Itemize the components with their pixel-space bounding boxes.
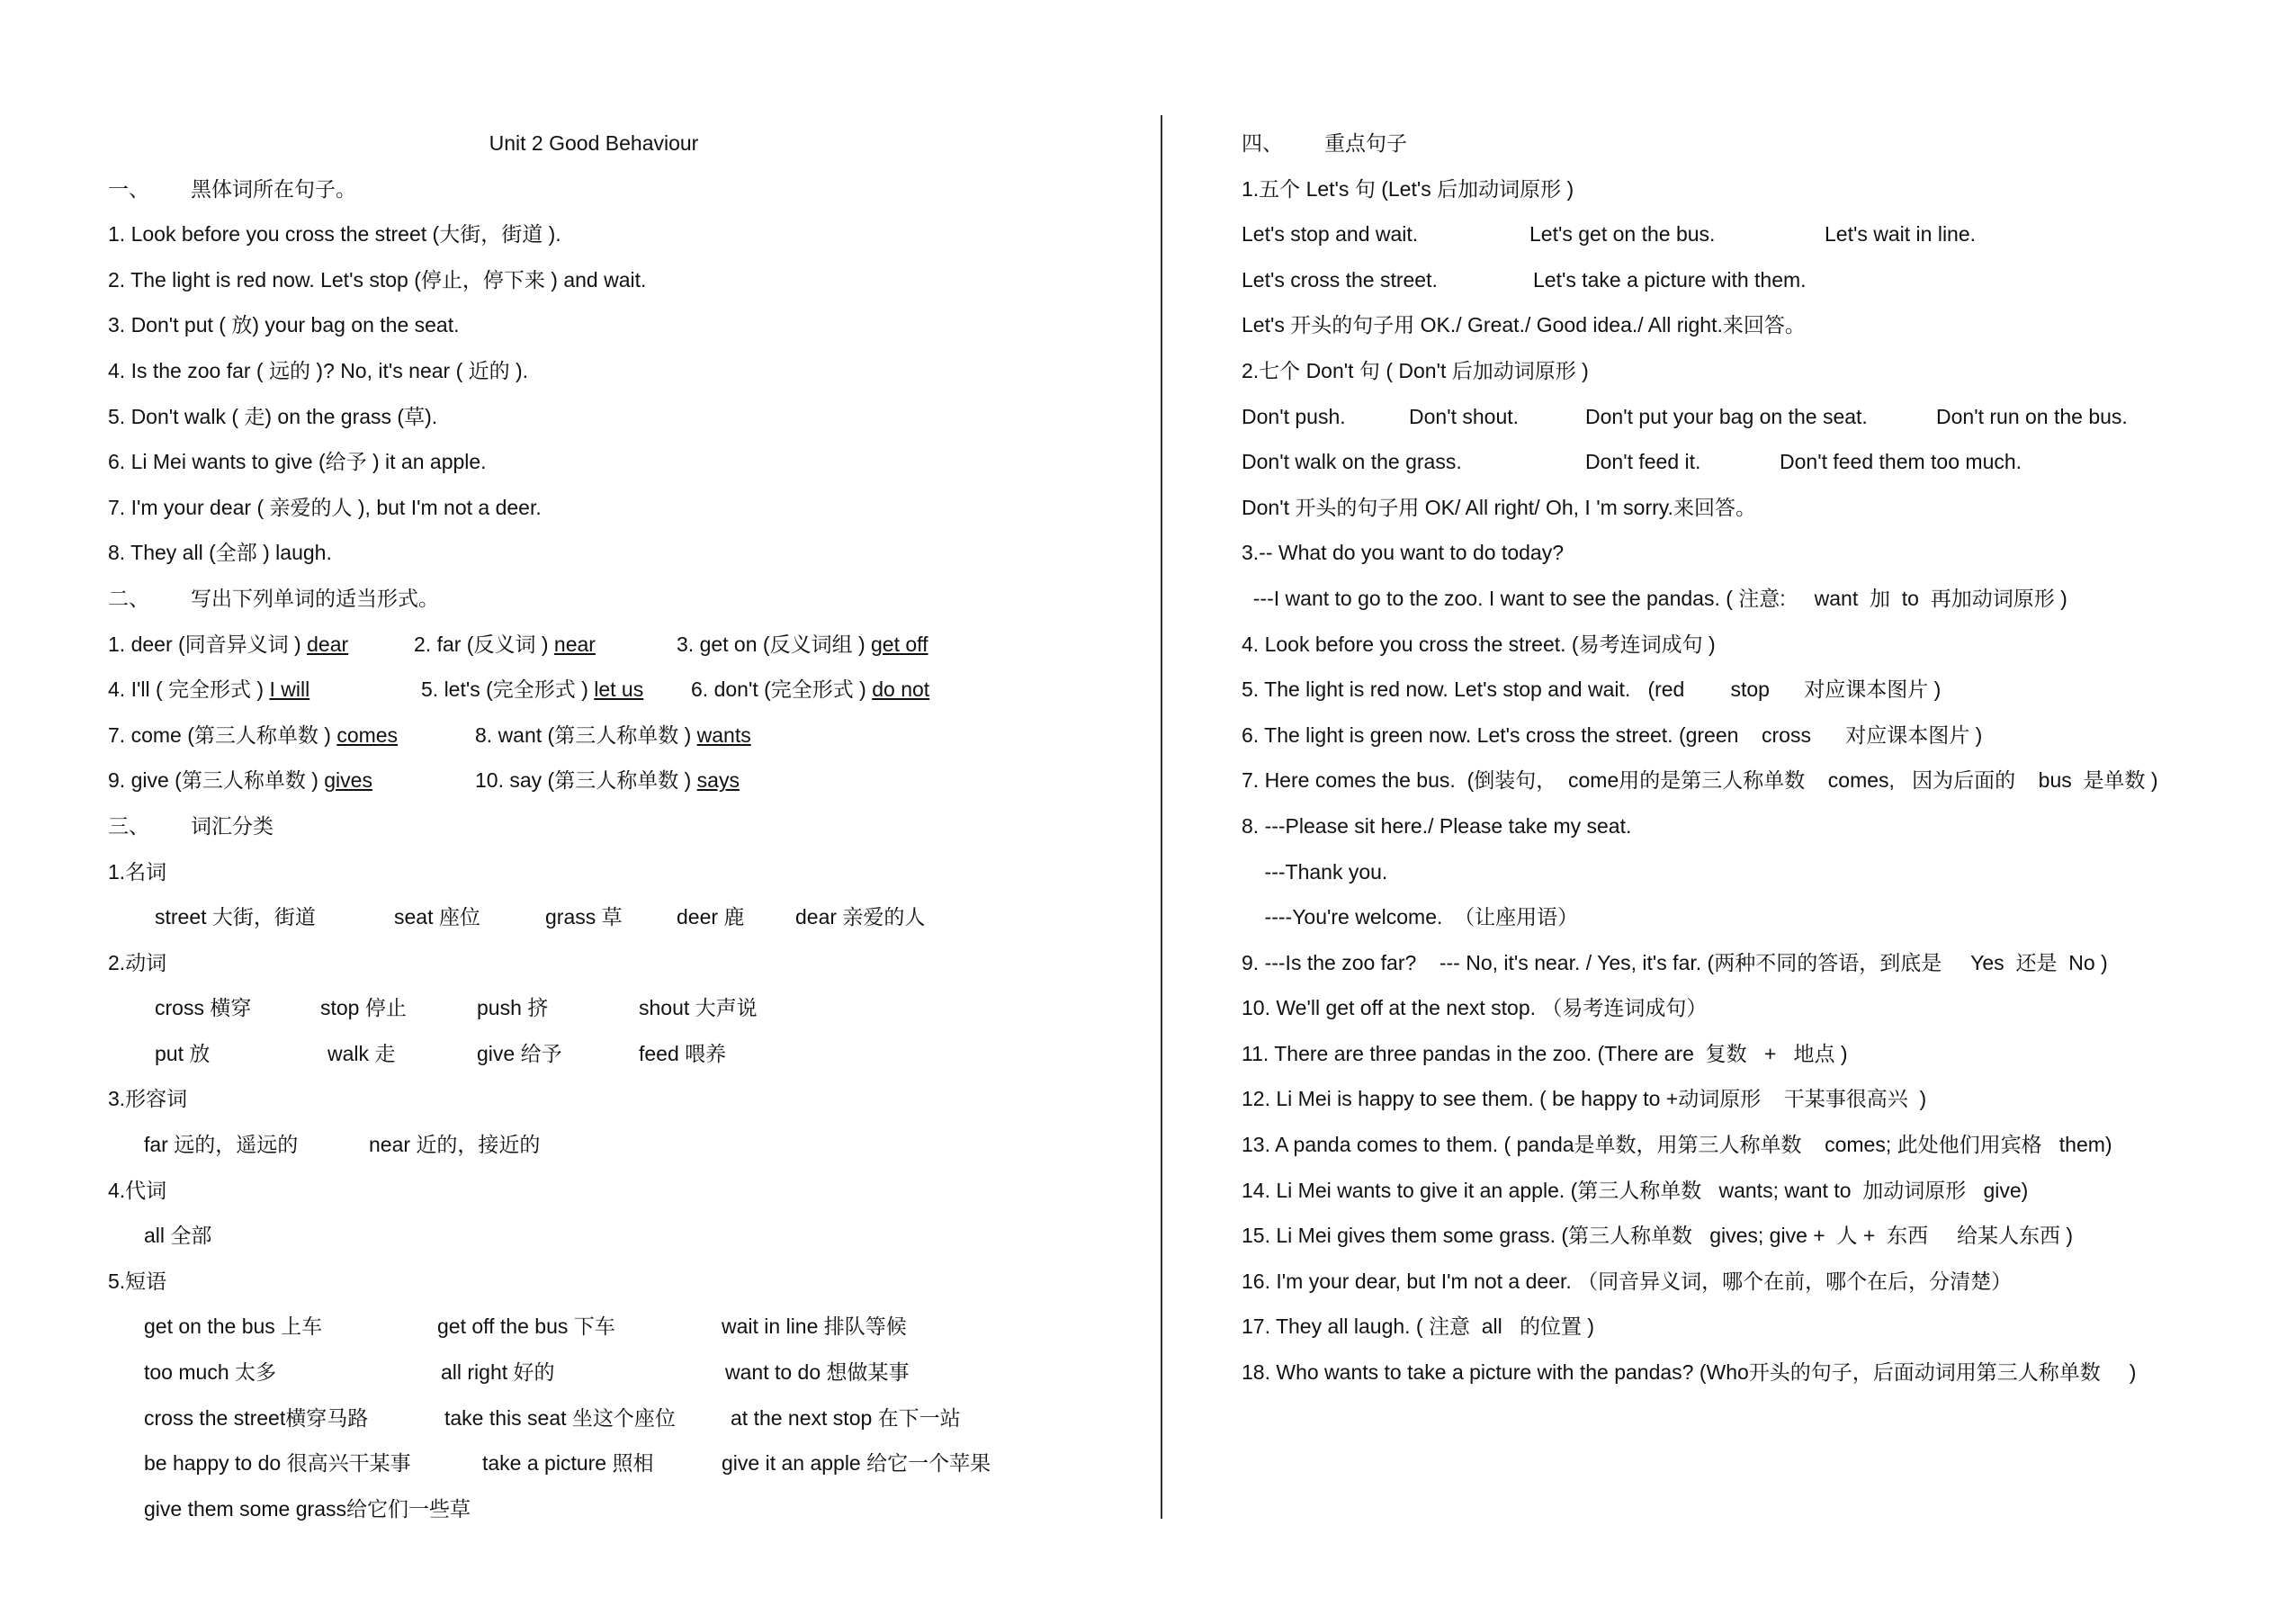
key-sentence: 7. Here comes the bus. (倒装句， come用的是第三人称单数 comes, 因为后面的 bus 是单数 ) [1242, 768, 2158, 793]
phrase-item: cross the street横穿马路 [144, 1405, 369, 1430]
word-form-item [108, 758, 475, 803]
vocab-item: stop 停止 [320, 996, 407, 1020]
verb-heading: 2.动词 [108, 950, 167, 974]
word-form-question: 7. come (第三人称单数 ) [108, 722, 331, 747]
phrase-item: get on the bus 上车 [144, 1314, 323, 1339]
word-form-item [677, 622, 928, 668]
key-sentence: ---Thank you. [1242, 859, 1388, 884]
word-form-answer: comes [336, 722, 399, 747]
word-form-question: 6. don't (完全形式 ) [691, 677, 866, 702]
word-form-item [421, 667, 691, 713]
word-form-answer: near [553, 632, 596, 656]
adjective-row [108, 1122, 1134, 1168]
key-sentence: 13. A panda comes to them. ( panda是单数，用第三人称单数 comes; 此处他们用宾格 them) [1242, 1133, 2112, 1157]
phrase-row [108, 1395, 1134, 1441]
word-form-question: 10. say (第三人称单数 ) [475, 768, 692, 793]
vocab-item: near 近的，接近的 [369, 1133, 541, 1157]
phrase-item: give them some grass给它们一些草 [144, 1496, 471, 1521]
verb-row [108, 985, 1134, 1031]
word-form-answer: I will [269, 677, 310, 702]
key-sentence: 6. The light is green now. Let's cross the street. (green cross 对应课本图片 ) [1242, 722, 1983, 747]
word-form-question: 8. want (第三人称单数 ) [475, 722, 692, 747]
phrase-item: take a picture 照相 [482, 1451, 654, 1476]
dont-row [1242, 439, 2276, 485]
word-form-item [414, 622, 677, 668]
key-sentence: 17. They all laugh. ( 注意 all 的位置 ) [1242, 1314, 1594, 1339]
word-form-question: 9. give (第三人称单数 ) [108, 768, 318, 793]
phrase-heading: 5.短语 [108, 1269, 167, 1293]
page-title: Unit 2 Good Behaviour [489, 131, 699, 155]
lets-sentence: Let's wait in line. [1825, 222, 1977, 247]
phrase-item: be happy to do 很高兴干某事 [144, 1451, 411, 1476]
lets-row [1242, 211, 2276, 257]
key-sentence: 14. Li Mei wants to give it an apple. (第三人称单数 wants; want to 加动词原形 give) [1242, 1178, 2029, 1202]
key-sentence: 16. I'm your dear, but I'm not a deer. （同音异义词，哪个在前，哪个在后，分清楚） [1242, 1269, 2013, 1293]
lets-sentence: Let's stop and wait. [1242, 222, 1419, 247]
word-form-row [108, 713, 1134, 758]
word-form-item [691, 667, 929, 713]
word-form-item [475, 758, 740, 803]
key-sentence: 18. Who wants to take a picture with the pandas? (Who开头的句子，后面动词用第三人称单数 ) [1242, 1360, 2137, 1385]
word-form-row [108, 758, 1134, 803]
vocab-item: push 挤 [477, 996, 549, 1020]
lets-sentence: Let's take a picture with them. [1533, 267, 1807, 292]
sec1-item: 3. Don't put ( 放) your bag on the seat. [108, 313, 460, 337]
key-sentence: 5. The light is red now. Let's stop and wait. (red stop 对应课本图片 ) [1242, 677, 1942, 702]
phrase-item: all right 好的 [441, 1360, 555, 1385]
dont-row [1242, 394, 2276, 440]
key-sentence: ---I want to go to the zoo. I want to see the pandas. ( 注意: want 加 to 再加动词原形 ) [1242, 586, 2067, 610]
word-form-answer: gives [324, 768, 372, 793]
lets-note: Let's 开头的句子用 OK./ Great./ Good idea./ All right.来回答。 [1242, 313, 1806, 337]
section-3-number: 三、 [108, 813, 149, 838]
column-divider [1161, 115, 1162, 1519]
word-form-row [108, 667, 1134, 713]
dont-sentence: Don't run on the bus. [1936, 404, 2128, 428]
phrase-item: want to do 想做某事 [725, 1360, 910, 1385]
noun-row [108, 894, 1134, 940]
key-sentence: 3.-- What do you want to do today? [1242, 541, 1564, 565]
word-form-question: 3. get on (反义词组 ) [677, 632, 865, 656]
section-4-heading [1242, 121, 2276, 166]
key-sentence: 8. ---Please sit here./ Please take my seat. [1242, 813, 1632, 838]
key-sentence: 11. There are three pandas in the zoo. (There are 复数 + 地点 ) [1242, 1041, 1848, 1065]
section-4-number: 四、 [1242, 131, 1283, 155]
key-sentence: 15. Li Mei gives them some grass. (第三人称单数 gives; give + 人 + 东西 给某人东西 ) [1242, 1224, 2074, 1248]
verb-row [108, 1031, 1134, 1077]
section-2-text: 写出下列单词的适当形式。 [191, 586, 439, 610]
word-form-answer: dear [307, 632, 349, 656]
phrase-item: wait in line 排队等候 [722, 1314, 907, 1339]
word-form-answer: wants [696, 722, 751, 747]
word-form-item [475, 713, 751, 758]
pronoun-row [108, 1213, 1134, 1259]
dont-sentence: Don't feed it. [1585, 450, 1701, 474]
word-form-answer: let us [594, 677, 644, 702]
word-form-question: 2. far (反义词 ) [414, 632, 549, 656]
word-form-answer: says [696, 768, 740, 793]
vocab-item: give 给予 [477, 1041, 562, 1065]
phrase-item: get off the bus 下车 [437, 1314, 615, 1339]
lets-sentence: Let's cross the street. [1242, 267, 1438, 292]
lets-sentence: Let's get on the bus. [1529, 222, 1716, 247]
dont-note: Don't 开头的句子用 OK/ All right/ Oh, I 'm sorry.来回答。 [1242, 495, 1756, 519]
vocab-item: seat 座位 [394, 905, 480, 929]
phrase-row [108, 1440, 1134, 1486]
vocab-item: shout 大声说 [639, 996, 758, 1020]
word-form-row [108, 622, 1134, 668]
dont-sentence: Don't push. [1242, 404, 1346, 428]
right-column [1242, 121, 2276, 1395]
section-3-heading [108, 803, 1134, 849]
word-form-answer: get off [871, 632, 928, 656]
vocab-item: put 放 [155, 1041, 211, 1065]
phrase-item: take this seat 坐这个座位 [444, 1405, 676, 1430]
section-3-text: 词汇分类 [191, 813, 274, 838]
phrase-row [108, 1350, 1134, 1395]
word-form-question: 4. I'll ( 完全形式 ) [108, 677, 265, 702]
section-1-text: 黑体词所在句子。 [191, 176, 356, 201]
sec1-item: 4. Is the zoo far ( 远的 )? No, it's near ( 近的 ). [108, 358, 529, 382]
key-sentence: ----You're welcome. （让座用语） [1242, 905, 1579, 929]
key-sentence: 12. Li Mei is happy to see them. ( be happy to +动词原形 干某事很高兴 ) [1242, 1087, 1927, 1111]
dont-heading: 2.七个 Don't 句 ( Don't 后加动词原形 ) [1242, 358, 1589, 382]
vocab-item: walk 走 [327, 1041, 396, 1065]
section-2-number: 二、 [108, 586, 149, 610]
vocab-item: dear 亲爱的人 [795, 905, 926, 929]
dont-sentence: Don't put your bag on the seat. [1585, 404, 1868, 428]
word-form-answer: do not [872, 677, 930, 702]
section-1-heading [108, 166, 1134, 212]
sec1-item: 6. Li Mei wants to give (给予 ) it an apple. [108, 450, 487, 474]
phrase-item: give it an apple 给它一个苹果 [722, 1451, 991, 1476]
lets-row [1242, 257, 2276, 303]
pronoun-heading: 4.代词 [108, 1178, 167, 1202]
vocab-item: feed 喂养 [639, 1041, 727, 1065]
key-sentence: 9. ---Is the zoo far? --- No, it's near. / Yes, it's far. (两种不同的答语，到底是 Yes 还是 No ) [1242, 950, 2108, 974]
vocab-item: street 大街，街道 [155, 905, 316, 929]
dont-sentence: Don't walk on the grass. [1242, 450, 1462, 474]
vocab-item: grass 草 [545, 905, 623, 929]
noun-heading: 1.名词 [108, 859, 167, 884]
section-2-heading [108, 576, 1134, 622]
word-form-question: 1. deer (同音异义词 ) [108, 632, 301, 656]
phrase-row [108, 1486, 1134, 1532]
section-1-number: 一、 [108, 176, 149, 201]
dont-sentence: Don't shout. [1409, 404, 1520, 428]
phrase-item: at the next stop 在下一站 [731, 1405, 961, 1430]
sec1-item: 8. They all (全部 ) laugh. [108, 541, 332, 565]
vocab-item: cross 横穿 [155, 996, 252, 1020]
left-column [108, 121, 1134, 1531]
lets-heading: 1.五个 Let's 句 (Let's 后加动词原形 ) [1242, 176, 1574, 201]
word-form-item [108, 667, 421, 713]
word-form-item [108, 713, 475, 758]
phrase-item: too much 太多 [144, 1360, 276, 1385]
word-form-question: 5. let's (完全形式 ) [421, 677, 588, 702]
sec1-item: 7. I'm your dear ( 亲爱的人 ), but I'm not a deer. [108, 495, 542, 519]
key-sentence: 4. Look before you cross the street. (易考连词成句 ) [1242, 632, 1716, 656]
dont-sentence: Don't feed them too much. [1780, 450, 2022, 474]
phrase-row [108, 1304, 1134, 1350]
sec1-item: 5. Don't walk ( 走) on the grass (草). [108, 404, 438, 428]
vocab-item: deer 鹿 [677, 905, 745, 929]
section-4-text: 重点句子 [1324, 131, 1407, 155]
vocab-item: all 全部 [144, 1224, 212, 1248]
adjective-heading: 3.形容词 [108, 1087, 188, 1111]
word-form-item [108, 622, 414, 668]
sec1-item: 2. The light is red now. Let's stop (停止，停下来 ) and wait. [108, 267, 647, 292]
key-sentence: 10. We'll get off at the next stop. （易考连词成句） [1242, 996, 1708, 1020]
sec1-item: 1. Look before you cross the street (大街，街道 ). [108, 222, 561, 247]
vocab-item: far 远的，遥远的 [144, 1133, 299, 1157]
